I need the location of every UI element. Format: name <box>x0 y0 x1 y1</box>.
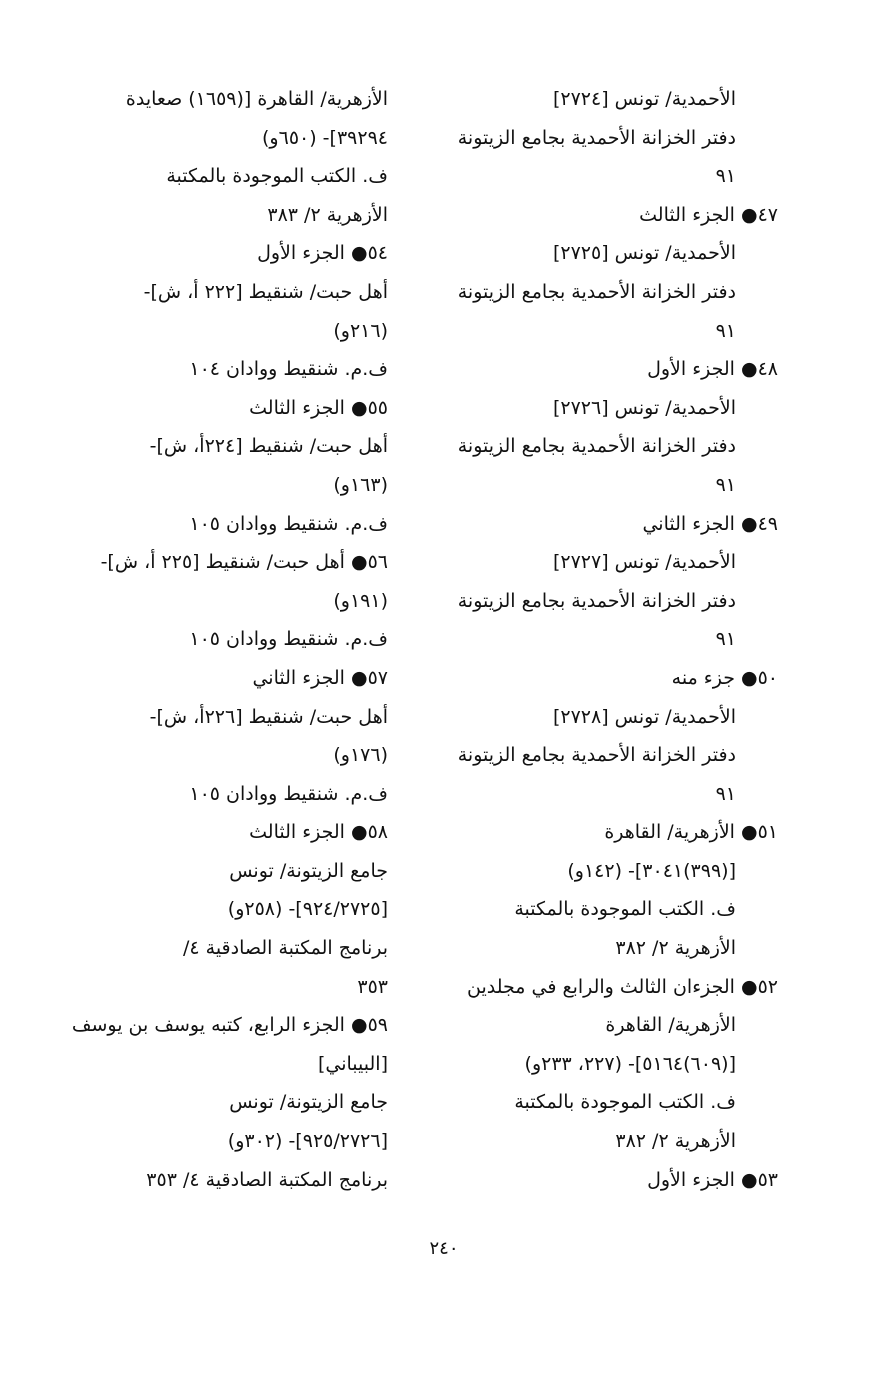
text-line: دفتر الخزانة الأحمدية بجامع الزيتونة <box>457 126 736 149</box>
text-line: (١٩١و) <box>333 589 388 612</box>
text-line: ٤٩● الجزء الثاني <box>642 512 778 535</box>
text-line: ٥١● الأزهرية/ القاهرة <box>604 821 778 844</box>
text-line: ٩١ <box>715 473 736 496</box>
text-line: ٩١ <box>715 319 736 342</box>
left-column <box>58 80 388 1199</box>
text-line: ٩١ <box>715 628 736 651</box>
text-line: ٥٣● الجزء الأول <box>647 1168 778 1191</box>
text-line: ٣٩٢٩٤]- (٦٥٠و) <box>262 126 388 149</box>
text-line: (٢١٦و) <box>333 319 388 342</box>
text-line: ف.م. شنقيط ووادان ١٠٤ <box>189 358 388 381</box>
text-line: الأحمدية/ تونس [٢٧٢٧] <box>552 551 736 574</box>
text-line: ف.م. شنقيط ووادان ١٠٥ <box>189 782 388 805</box>
text-line: برنامج المكتبة الصادقية ٤/ <box>182 937 388 960</box>
text-line: [٩٢٥/٢٧٢٦]- (٣٠٢و) <box>227 1130 388 1153</box>
text-line: (١٦٣و) <box>333 473 388 496</box>
text-line: الأزهرية ٢/ ٣٨٢ <box>615 937 736 960</box>
text-line: دفتر الخزانة الأحمدية بجامع الزيتونة <box>457 589 736 612</box>
text-line: جامع الزيتونة/ تونس <box>229 859 388 882</box>
text-line: دفتر الخزانة الأحمدية بجامع الزيتونة <box>457 280 736 303</box>
text-line: ف.م. شنقيط ووادان ١٠٥ <box>189 512 388 535</box>
text-line: [البيباني] <box>317 1052 388 1075</box>
text-line: ف. الكتب الموجودة بالمكتبة <box>166 165 388 188</box>
text-line: ٥٠● جزء منه <box>671 666 778 689</box>
text-line: جامع الزيتونة/ تونس <box>229 1091 388 1114</box>
text-line: ٥٦● أهل حبت/ شنقيط [٢٢٥ أ، ش]- <box>100 551 388 574</box>
text-line: [٩٢٤/٢٧٢٥]- (٢٥٨و) <box>227 898 388 921</box>
text-line: الأزهرية/ القاهرة [(١٦٥٩) صعايدة <box>125 88 388 110</box>
text-line: ٣٥٣ <box>357 975 388 998</box>
text-line: ٤٨● الجزء الأول <box>647 358 778 381</box>
text-line: أهل حبت/ شنقيط [٢٢٤أ، ش]- <box>149 435 388 458</box>
text-line: ٥٢● الجزءان الثالث والرابع في مجلدين <box>467 975 778 998</box>
text-line: [(٣٩٩)٣٠٤١]- (١٤٢و) <box>567 859 736 882</box>
text-line: الأزهرية/ القاهرة <box>605 1014 736 1037</box>
text-line: أهل حبت/ شنقيط [٢٢٢ أ، ش]- <box>143 280 388 303</box>
text-line: الأزهرية ٢/ ٣٨٢ <box>615 1130 736 1153</box>
text-line: ٩١ <box>715 165 736 188</box>
right-column <box>418 80 778 1199</box>
text-line: الأحمدية/ تونس [٢٧٢٥] <box>552 242 736 265</box>
text-line: برنامج المكتبة الصادقية ٤/ ٣٥٣ <box>146 1168 388 1191</box>
text-line: ٥٤● الجزء الأول <box>257 242 388 265</box>
text-line: دفتر الخزانة الأحمدية بجامع الزيتونة <box>457 435 736 458</box>
text-line: [(٦٠٩)٥١٦٤]- (٢٢٧، ٢٣٣و) <box>524 1052 736 1075</box>
text-line: الأحمدية/ تونس [٢٧٢٨] <box>552 705 736 728</box>
text-line: (١٧٦و) <box>333 744 388 767</box>
text-line: ف. الكتب الموجودة بالمكتبة <box>514 898 736 921</box>
page-number: ٢٤٠ <box>429 1238 459 1259</box>
text-line: ٥٥● الجزء الثالث <box>249 396 388 419</box>
text-line: ٥٧● الجزء الثاني <box>252 666 388 689</box>
text-line: الأحمدية/ تونس [٢٧٢٤] <box>552 88 736 110</box>
text-line: الأحمدية/ تونس [٢٧٢٦] <box>552 396 736 419</box>
text-line: ٤٧● الجزء الثالث <box>639 203 778 226</box>
text-line: الأزهرية ٢/ ٣٨٣ <box>267 203 388 226</box>
text-line: ٥٩● الجزء الرابع، كتبه يوسف بن يوسف <box>71 1014 388 1037</box>
text-line: ف. الكتب الموجودة بالمكتبة <box>514 1091 736 1114</box>
text-line: أهل حبت/ شنقيط [٢٢٦أ، ش]- <box>149 705 388 728</box>
text-line: ٥٨● الجزء الثالث <box>249 821 388 844</box>
text-line: دفتر الخزانة الأحمدية بجامع الزيتونة <box>457 744 736 767</box>
text-line: ف.م. شنقيط ووادان ١٠٥ <box>189 628 388 651</box>
text-line: ٩١ <box>715 782 736 805</box>
